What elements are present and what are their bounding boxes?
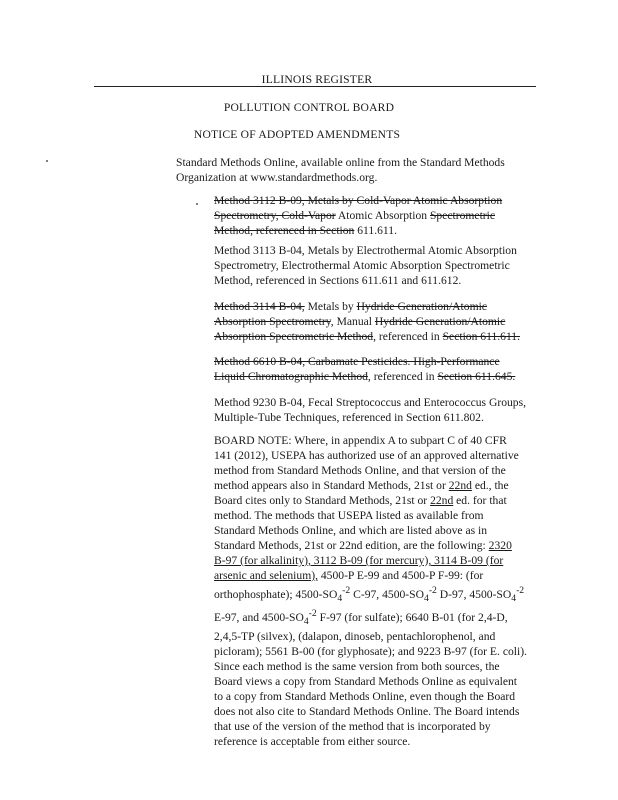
struck-text: Hydride Generation/Atomic: [356, 300, 487, 313]
superscript: -2: [516, 585, 525, 596]
underlined-text: arsenic and selenium),: [214, 569, 318, 582]
intro-paragraph: [176, 155, 538, 185]
struck-text: Absorption Spectrometric Method: [214, 330, 374, 343]
struck-text: Absorption Spectrometry: [214, 315, 331, 328]
struck-text: Method, referenced in Section: [214, 224, 355, 237]
inserted-text: , Manual: [330, 315, 375, 328]
method-9230-entry: [214, 395, 542, 425]
note-text: D-97, 4500-SO: [436, 587, 512, 601]
note-text: ed. for that: [453, 494, 507, 507]
text-line: [214, 553, 542, 568]
text-line: [214, 208, 542, 223]
inserted-text: , referenced in: [367, 370, 438, 383]
text-line: 2,4,5-TP (silvex), (dalapon, dinoseb, pentachlorophenol, and: [214, 630, 496, 644]
subscript: 4: [423, 593, 429, 605]
inserted-text: 611.611.: [354, 224, 397, 237]
note-text: ed., the: [471, 479, 509, 492]
text-line: method from Standard Methods Online, and that version of the: [214, 464, 506, 477]
text-line: Board views a copy from Standard Methods Online as equivalent: [214, 675, 517, 689]
board-title: POLLUTION CONTROL BOARD: [223, 101, 395, 114]
text-line: [214, 493, 542, 508]
note-text: orthophosphate); 4500-SO: [214, 587, 338, 601]
method-3114-entry: [214, 299, 542, 344]
struck-text: Hydride Generation/Atomic: [374, 315, 506, 328]
text-line: [214, 299, 542, 314]
struck-text: Section 611.611.: [442, 330, 521, 343]
underlined-text: B-97 (for alkalinity), 3112 B-09 (for mercury), 3114 B-09 (for: [214, 554, 504, 567]
method-3112-entry: [214, 193, 542, 238]
text-line: [214, 193, 542, 208]
note-text: method appears also in Standard Methods, 21st or: [214, 479, 449, 492]
method-6610-entry: [214, 354, 542, 384]
superscript: -2: [428, 585, 437, 596]
text-line: [214, 329, 542, 344]
struck-text: Spectrometry, Cold-Vapor: [214, 209, 336, 222]
text-line: [214, 606, 542, 629]
register-title: ILLINOIS REGISTER: [261, 73, 373, 86]
text-line: reference is acceptable from either source.: [214, 735, 411, 749]
struck-text: Method 6610 B-04, Carbamate Pesticides. High-Performance: [214, 355, 500, 368]
scan-speck: [196, 203, 198, 205]
text-line: [214, 478, 542, 493]
underlined-text: 22nd: [430, 494, 454, 507]
text-line: [214, 538, 542, 553]
text-line: does not also cite to Standard Methods Online. The Board intends: [214, 705, 520, 719]
subscript: 4: [303, 616, 309, 628]
notice-title: NOTICE OF ADOPTED AMENDMENTS: [193, 128, 401, 141]
text-line: Organization at www.standardmethods.org.: [176, 171, 378, 184]
struck-text: Method 3112 B-09, Metals by Cold-Vapor Atomic Absorption: [214, 194, 503, 207]
text-line: Method 3113 B-04, Metals by Electrothermal Atomic Absorption: [214, 244, 517, 257]
underlined-text: 2320: [488, 539, 512, 552]
text-line: [214, 223, 542, 238]
text-line: Method, referenced in Sections 611.611 and 611.612.: [214, 274, 462, 287]
text-line: Since each method is the same version from both sources, the: [214, 660, 500, 674]
inserted-text: , referenced in: [373, 330, 443, 343]
scan-speck: [46, 160, 48, 162]
inserted-text: Metals by: [304, 300, 357, 313]
struck-text: Spectrometric: [429, 209, 496, 222]
text-line: 141 (2012), USEPA has authorized use of an approved alternative: [214, 449, 519, 462]
underlined-text: 22nd: [448, 479, 472, 492]
text-line: Method 9230 B-04, Fecal Streptococcus and Enterococcus Groups,: [214, 396, 526, 409]
text-line: picloram); 5561 B-00 (for glyphosate); and 9223 B-97 (for E. coli).: [214, 645, 527, 659]
subscript: 4: [337, 593, 343, 605]
text-line: Spectrometry, Electrothermal Atomic Absorption Spectrometric: [214, 259, 510, 272]
method-3113-entry: [214, 243, 542, 288]
text-line: [214, 583, 542, 606]
inserted-text: Atomic Absorption: [335, 209, 430, 222]
note-text: Board cites only to Standard Methods, 21st or: [214, 494, 431, 507]
note-text: E-97, and 4500-SO: [214, 611, 304, 625]
note-text: C-97, 4500-SO: [350, 587, 424, 601]
superscript: -2: [342, 585, 351, 596]
text-line: [214, 314, 542, 329]
struck-text: Liquid Chromatographic Method: [214, 370, 368, 383]
text-line: method. The methods that USEPA listed as available from: [214, 509, 484, 522]
struck-text: Section 611.645.: [437, 370, 516, 383]
text-line: BOARD NOTE: Where, in appendix A to subpart C of 40 CFR: [214, 434, 507, 447]
struck-text: Method 3114 B-04,: [214, 300, 305, 313]
text-line: to a copy from Standard Methods Online, even though the Board: [214, 690, 516, 704]
superscript: -2: [308, 608, 317, 620]
note-text: 4500-P E-99 and 4500-P F-99: (for: [317, 569, 484, 582]
note-text: F-97 (for sulfate); 6640 B-01 (for 2,4-D,: [316, 611, 508, 625]
text-line: Standard Methods Online, available online from the Standard Methods: [176, 156, 505, 169]
text-line: [214, 354, 542, 369]
board-note: [214, 433, 542, 749]
text-line: [214, 568, 542, 583]
text-line: [214, 369, 542, 384]
text-line: that use of the version of the method that is incorporated by: [214, 720, 491, 734]
text-line: Standard Methods Online, and which are listed above as in: [214, 524, 488, 537]
text-line: Multiple-Tube Techniques, referenced in Section 611.802.: [214, 411, 484, 424]
subscript: 4: [511, 593, 517, 605]
note-text: Standard Methods, 21st or 22nd edition, are the following:: [214, 539, 489, 552]
